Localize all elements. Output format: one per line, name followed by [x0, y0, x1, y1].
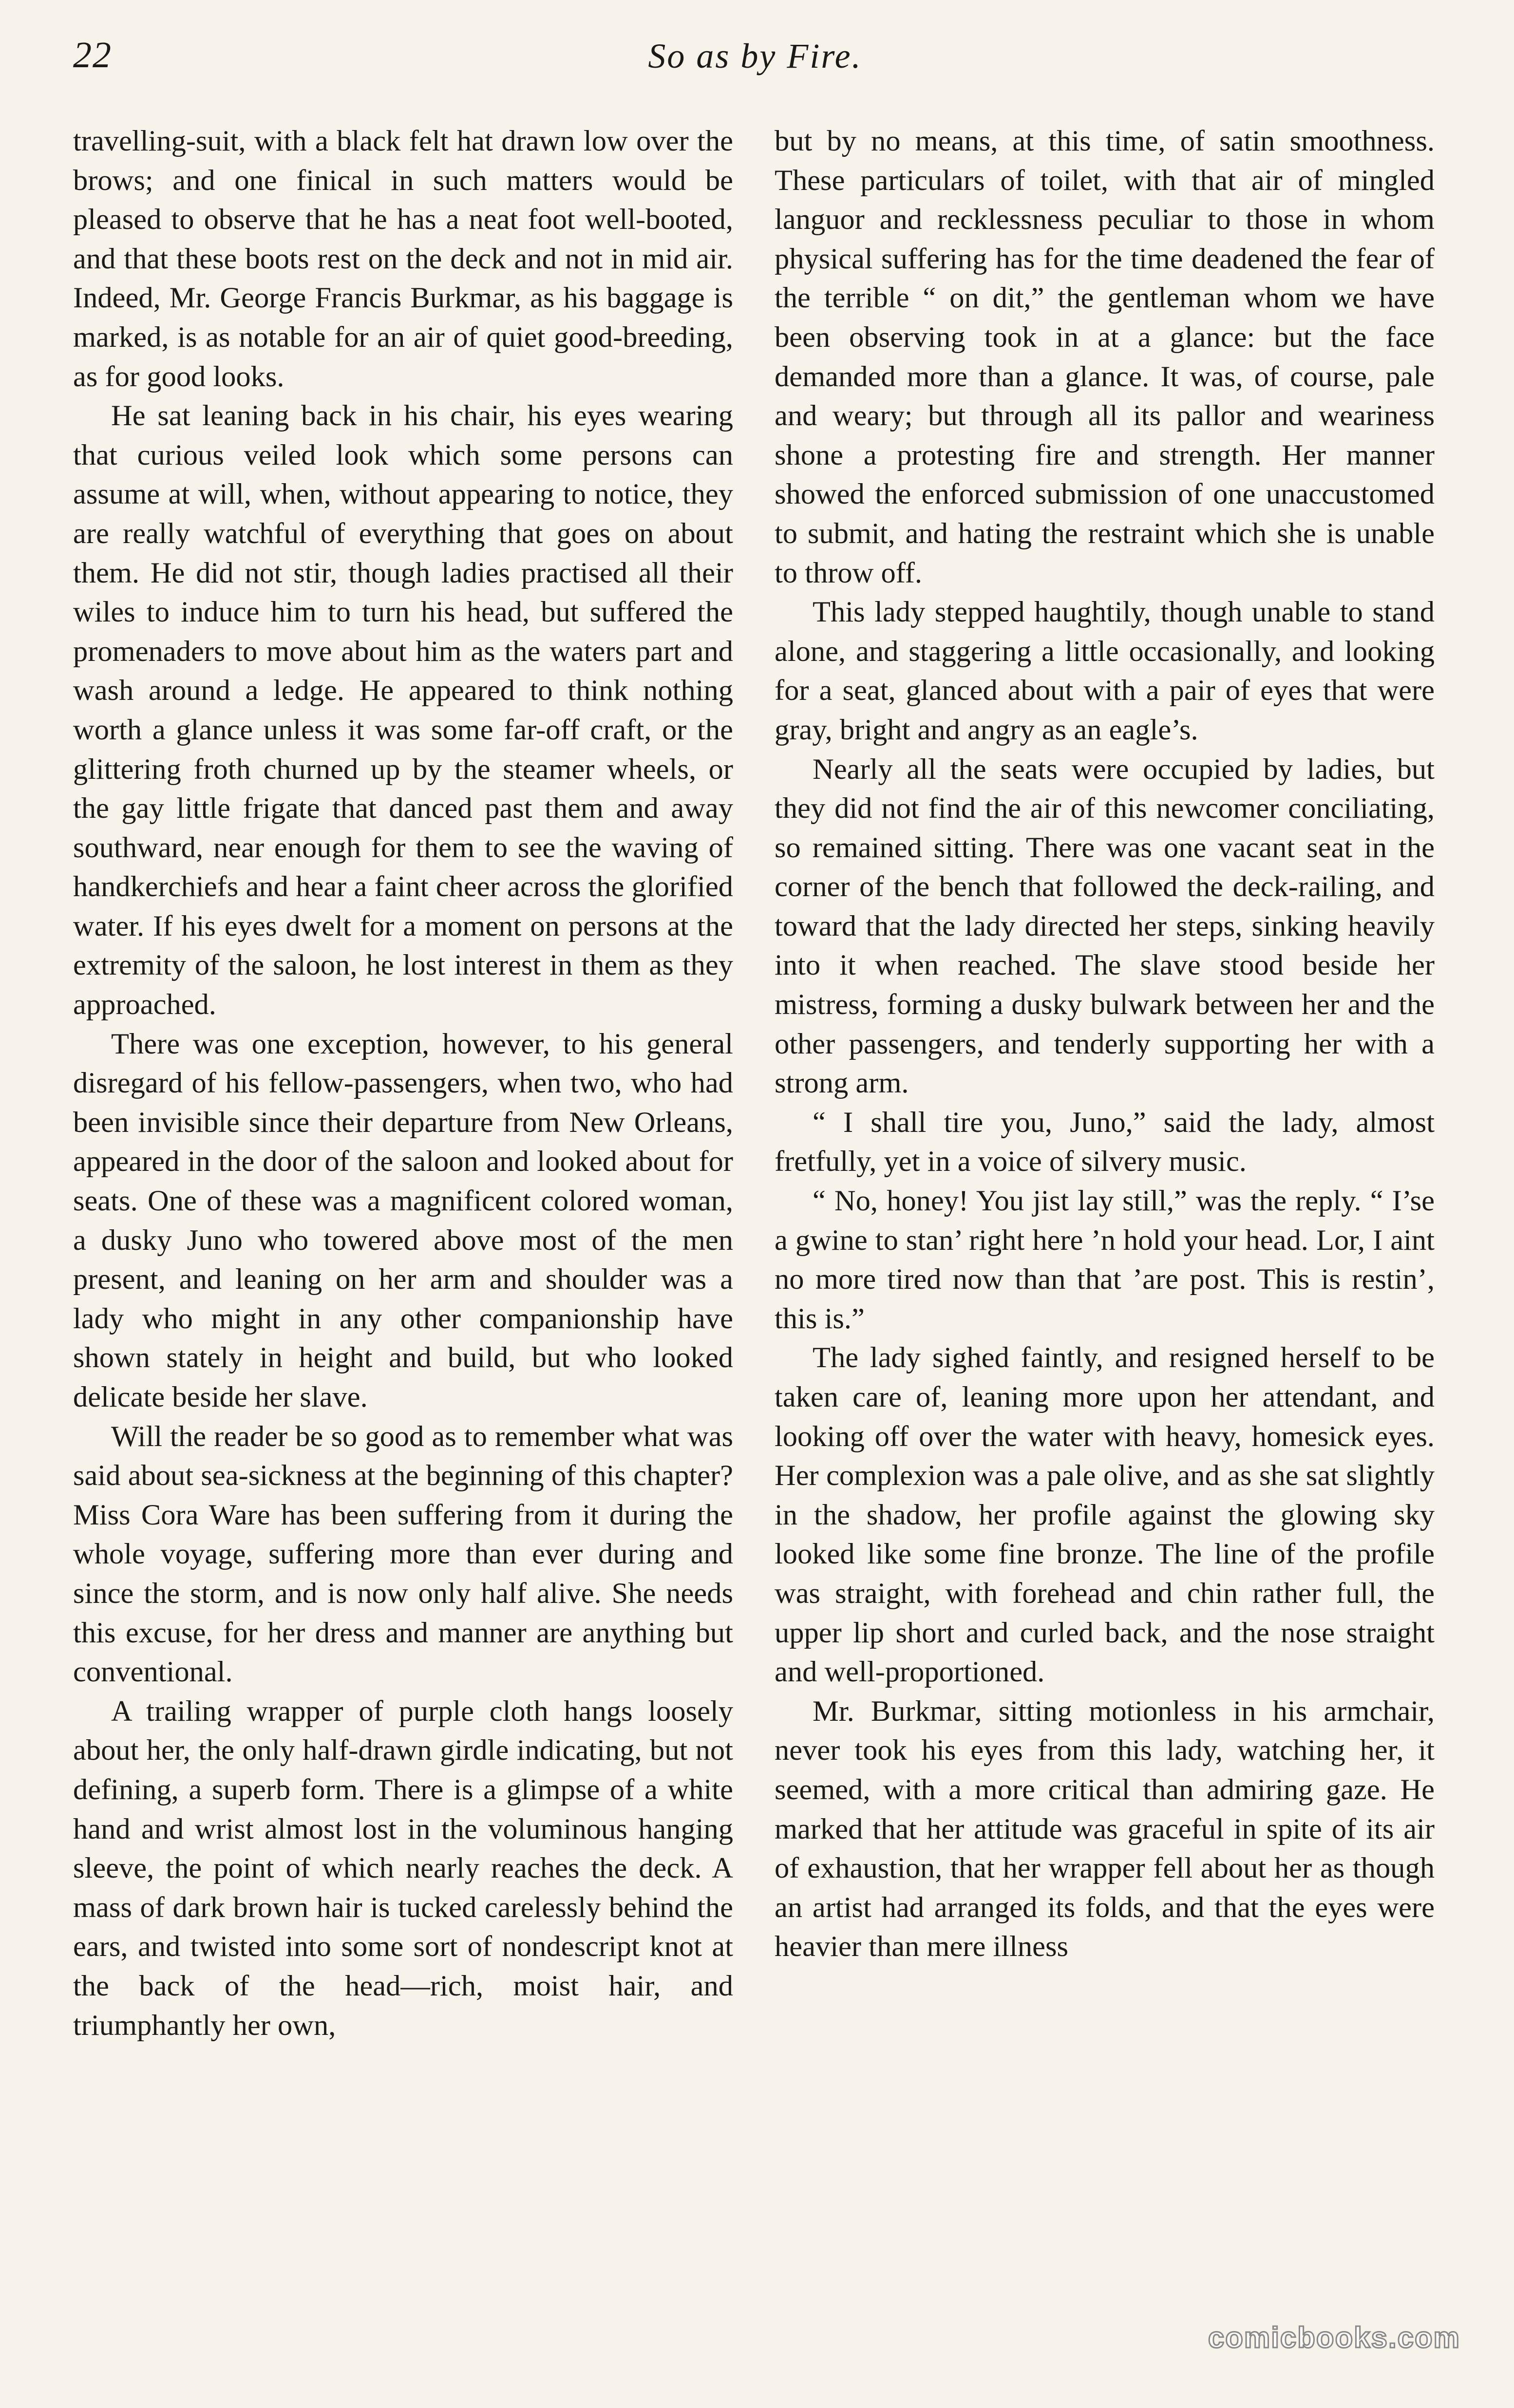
paragraph: “ I shall tire you, Juno,” said the lady, almost fretfully, yet in a voice of silvery music. [775, 1106, 1435, 1178]
paragraph: This lady stepped haughtily, though unable to stand alone, and staggering a little occasionally, and looking for a seat, glanced about with a pair of eyes that were gray, bright and angry as an eagle’s. [775, 596, 1435, 746]
paragraph: Mr. Burkmar, sitting motionless in his armchair, never took his eyes from this lady, watching her, it seemed, with a more critical than admiring gaze. He marked that her attitude was graceful in spite of its air of exhaustion, that her wrapper fell about her as though an artist had arranged its folds, and that the eyes were heavier than mere illness [775, 1694, 1435, 1963]
paragraph: Nearly all the seats were occupied by ladies, but they did not find the air of this newcomer conciliating, so remained sitting. There was one vacant seat in the corner of the bench that followed the deck-railing, and toward that the lady directed her steps, sinking heavily into it when reached. The slave stood beside her mistress, forming a dusky bulwark between her and the other passengers, and tenderly supporting her with a strong arm. [775, 752, 1435, 1100]
left-column [73, 122, 733, 2045]
paragraph: Will the reader be so good as to remember what was said about sea-sickness at the beginning of this chapter? Miss Cora Ware has been suffering from it during the whole voyage, suffering more than ever during and since the storm, and is now only half alive. She needs this excuse, for her dress and manner are anything but conventional. [73, 1420, 733, 1689]
paragraph: travelling-suit, with a black felt hat drawn low over the brows; and one finical in such matters would be pleased to observe that he has a neat foot well-booted, and that these boots rest on the deck and not in mid air. Indeed, Mr. George Francis Burkmar, as his baggage is marked, is as notable for an air of quiet good-breeding, as for good looks. [73, 125, 733, 393]
paragraph: There was one exception, however, to his general disregard of his fellow-passengers, when two, who had been invisible since their departure from New Orleans, appeared in the door of the saloon and looked about for seats. One of these was a magnificent colored woman, a dusky Juno who towered above most of the men present, and leaning on her arm and shoulder was a lady who might in any other companionship have shown stately in height and build, but who looked delicate beside her slave. [73, 1027, 733, 1413]
paragraph: A trailing wrapper of purple cloth hangs loosely about her, the only half-drawn girdle indicating, but not defining, a superb form. There is a glimpse of a white hand and wrist almost lost in the voluminous hanging sleeve, the point of which nearly reaches the deck. A mass of dark brown hair is tucked carelessly behind the ears, and twisted into some sort of nondescript knot at the back of the head—rich, moist hair, and triumphantly her own, [73, 1694, 733, 2042]
paragraph: “ No, honey! You jist lay still,” was the reply. “ I’se a gwine to stan’ right here ’n hold your head. Lor, I aint no more tired now than that ’are post. This is restin’, this is.” [775, 1185, 1435, 1335]
paragraph: The lady sighed faintly, and resigned herself to be taken care of, leaning more upon her attendant, and looking off over the water with heavy, homesick eyes. Her complexion was a pale olive, and as she sat slightly in the shadow, her profile against the glowing sky looked like some fine bronze. The line of the profile was straight, with forehead and chin rather full, the upper lip short and curled back, and the nose straight and well-proportioned. [775, 1341, 1435, 1689]
page-number: 22 [73, 35, 112, 75]
running-head [73, 29, 1437, 97]
paragraph: He sat leaning back in his chair, his eyes wearing that curious veiled look which some persons can assume at will, when, without appearing to notice, they are really watchful of everything that goes on about them. He did not stir, though ladies practised all their wiles to induce him to turn his head, but suffered the promenaders to move about him as the waters part and wash around a ledge. He appeared to think nothing worth a glance unless it was some far-off craft, or the glittering froth churned up by the steamer wheels, or the gay little frigate that danced past them and away southward, near enough for them to see the waving of handkerchiefs and hear a faint cheer across the glorified water. If his eyes dwelt for a moment on persons at the extremity of the saloon, he lost interest in them as they approached. [73, 399, 733, 1021]
paragraph: but by no means, at this time, of satin smoothness. These particulars of toilet, with that air of mingled languor and recklessness peculiar to those in whom physical suffering has for the time deadened the fear of the terrible “ on dit,” the gentleman whom we have been observing took in at a glance: but the face demanded more than a glance. It was, of course, pale and weary; but through all its pallor and weariness shone a protesting fire and strength. Her manner showed the enforced submission of one unaccustomed to submit, and hating the restraint which she is unable to throw off. [775, 125, 1435, 589]
watermark: comicbooks.com [1022, 2311, 1460, 2365]
right-column [775, 122, 1435, 1967]
running-title: So as by Fire. [648, 37, 862, 75]
